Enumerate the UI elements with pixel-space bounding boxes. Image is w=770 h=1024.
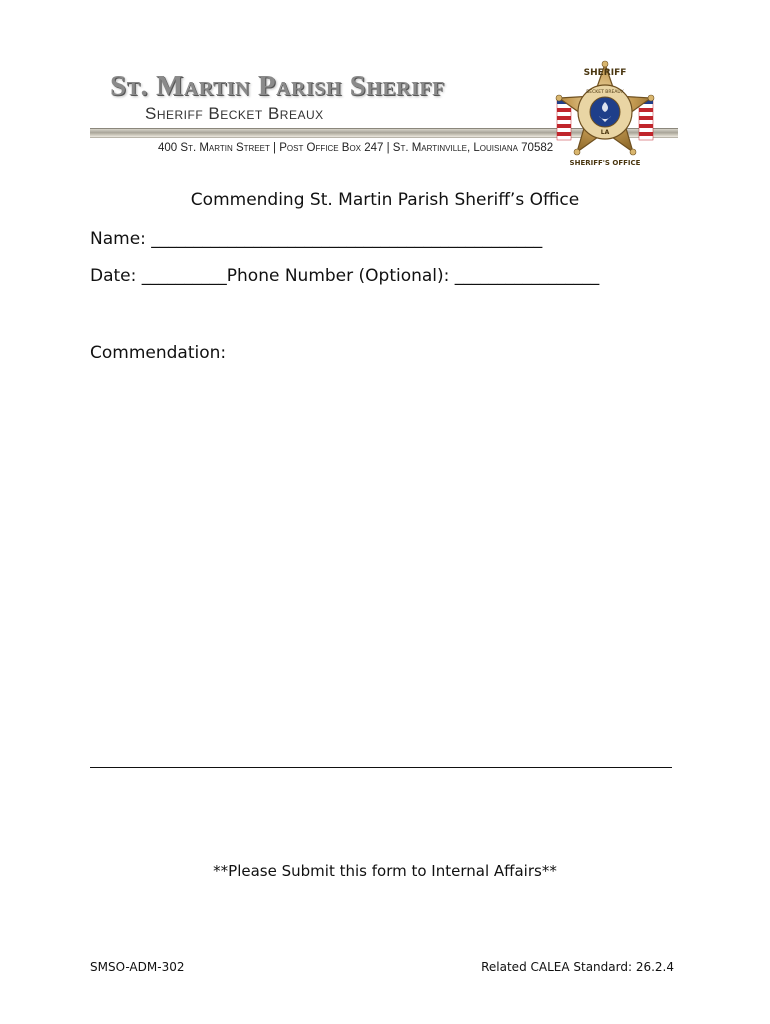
form-title: Commending St. Martin Parish Sheriff’s Office (190, 190, 580, 210)
date-phone-field-line[interactable]: Date: __________Phone Number (Optional): _________________ (90, 266, 600, 286)
svg-text:SHERIFF: SHERIFF (583, 68, 627, 78)
name-field-line[interactable]: Name: ______________________________________________ (90, 229, 543, 249)
sheriff-star-badge-icon (555, 60, 655, 178)
commendation-label: Commendation: (90, 343, 227, 363)
commendation-signature-line[interactable] (90, 767, 672, 768)
svg-text:SHERIFF'S OFFICE: SHERIFF'S OFFICE (569, 159, 641, 167)
svg-text:LA: LA (600, 129, 610, 136)
svg-text:BECKET BREAUX: BECKET BREAUX (586, 90, 624, 95)
letterhead-sheriff-name: Sheriff Becket Breaux (145, 104, 324, 123)
footer-calea-standard: Related CALEA Standard: 26.2.4 (481, 960, 674, 974)
submit-instruction: **Please Submit this form to Internal Affairs** (213, 862, 557, 880)
letterhead-title: St. Martin Parish Sheriff (110, 70, 445, 102)
footer-form-code: SMSO-ADM-302 (90, 960, 185, 974)
letterhead (0, 0, 770, 190)
letterhead-address: 400 St. Martin Street | Post Office Box 247 | St. Martinville, Louisiana 70582 (158, 142, 554, 154)
